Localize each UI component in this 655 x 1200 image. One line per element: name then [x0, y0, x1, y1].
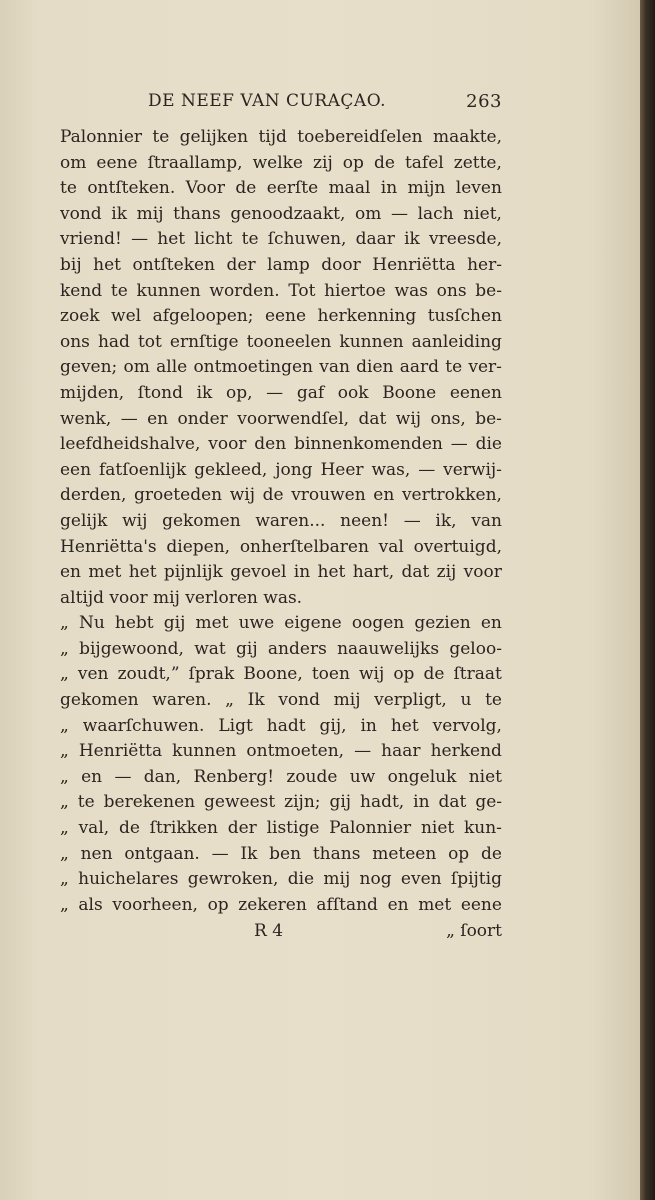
signature-mark: R 4: [254, 921, 284, 942]
word: tijd: [258, 127, 287, 147]
word: mijden,: [60, 382, 125, 403]
word: was: [394, 280, 428, 301]
text-line: [60, 637, 502, 663]
word: om: [354, 203, 382, 224]
word: ongeluk: [387, 766, 457, 787]
word: „: [60, 715, 69, 736]
word: „: [60, 818, 69, 839]
word: kunnen: [339, 331, 404, 352]
word: wij: [395, 408, 422, 429]
text-line: [60, 432, 502, 458]
word: her-: [467, 254, 502, 275]
word: met: [88, 562, 122, 583]
word: zette,: [453, 152, 502, 173]
word: zoude: [286, 766, 338, 787]
word: Palonnier: [329, 818, 412, 839]
word: zij: [436, 562, 457, 583]
text-line: [60, 765, 502, 791]
word: eerſte: [266, 178, 319, 199]
word: eene: [264, 306, 307, 327]
word: gezien: [414, 613, 471, 634]
word: met: [418, 894, 452, 915]
word: gelijk: [60, 510, 108, 531]
word: u: [460, 690, 472, 711]
word: zekeren: [238, 894, 307, 915]
word: nog: [359, 869, 392, 890]
word: mij: [136, 203, 164, 224]
word: afſtand: [316, 894, 378, 915]
word: zijn;: [284, 792, 321, 813]
word: op: [393, 664, 415, 685]
word: dien: [356, 357, 394, 378]
word: waarſchuwen.: [82, 715, 205, 736]
word: aard: [399, 357, 440, 378]
word: alle: [156, 357, 188, 378]
word: kun-: [463, 818, 502, 839]
word: en: [81, 766, 103, 787]
page-header: [60, 85, 502, 125]
word: in: [380, 178, 398, 199]
word: mij: [153, 587, 180, 608]
text-line: [60, 304, 502, 330]
word: ſtond: [137, 382, 183, 403]
text-line: [60, 586, 502, 612]
word: —: [266, 382, 284, 403]
word: hart,: [352, 562, 395, 583]
word: fatſoenlijk: [99, 459, 187, 480]
word: vrouwen: [291, 485, 366, 506]
word: wij: [122, 510, 148, 531]
word: de: [235, 178, 257, 199]
text-line: [60, 893, 502, 919]
text-line: [60, 688, 502, 714]
word: even: [400, 869, 442, 890]
word: om: [123, 357, 150, 378]
word: haar: [381, 741, 421, 762]
word: niet: [420, 818, 455, 839]
word: geweest: [204, 792, 276, 813]
text-line: [60, 662, 502, 688]
word: op: [207, 894, 229, 915]
text-line: [60, 253, 502, 279]
word: ernſtige: [169, 331, 239, 352]
word: —: [418, 459, 436, 480]
word: en: [480, 613, 502, 634]
word: als: [78, 894, 103, 915]
word: was.: [263, 587, 303, 608]
text-line: [60, 279, 502, 305]
word: Palonnier: [60, 127, 143, 147]
word: en: [373, 485, 395, 506]
word: ons,: [430, 408, 466, 429]
word: op,: [226, 382, 253, 403]
word: te: [77, 792, 95, 813]
word: voor: [208, 434, 247, 455]
text-line: [60, 509, 502, 535]
word: lamp: [267, 254, 310, 275]
word: —: [131, 229, 149, 250]
word: die: [475, 434, 502, 455]
word: wij: [229, 485, 255, 506]
word: hadt,: [360, 792, 405, 813]
word: door: [321, 254, 361, 275]
word: de: [262, 485, 284, 506]
word: nen: [80, 843, 113, 864]
word: vreesde,: [429, 229, 502, 250]
word: worden.: [209, 280, 280, 301]
word: hiertoe: [324, 280, 386, 301]
word: het: [157, 229, 186, 250]
word: niet: [468, 766, 502, 787]
text-line: [60, 483, 502, 509]
word: Boone: [382, 382, 437, 403]
word: had: [97, 331, 130, 352]
word: Boone,: [243, 664, 303, 685]
page-footer: [60, 918, 502, 944]
word: Renberg!: [193, 766, 275, 787]
word: ſtrikken: [149, 818, 218, 839]
word: verloren: [185, 587, 258, 608]
text-line: [60, 560, 502, 586]
word: thans: [173, 203, 221, 224]
word: —: [120, 408, 138, 429]
word: meteen: [372, 843, 437, 864]
text-line: [60, 714, 502, 740]
word: —: [211, 843, 229, 864]
word: „: [60, 869, 69, 890]
word: Voor: [185, 178, 225, 199]
word: „: [60, 894, 69, 915]
word: gij,: [319, 715, 347, 736]
word: ontmoeten,: [246, 741, 345, 762]
word: toebereidſelen: [297, 127, 423, 147]
word: ſtraallamp,: [147, 152, 243, 173]
word: daar: [355, 229, 395, 250]
word: ge-: [475, 792, 502, 813]
word: tusſchen: [427, 306, 502, 327]
word: be-: [475, 280, 502, 301]
word: en: [147, 408, 169, 429]
text-line: [60, 535, 502, 561]
word: uwe: [238, 613, 275, 634]
word: in: [413, 792, 430, 813]
text-line: [60, 330, 502, 356]
word: de: [373, 152, 395, 173]
word: met: [195, 613, 229, 634]
word: Ligt: [218, 715, 253, 736]
text-line: [60, 407, 502, 433]
word: kend: [60, 280, 103, 301]
word: wenk,: [60, 408, 112, 429]
text-line: [60, 611, 502, 637]
word: „: [60, 638, 69, 659]
word: verpligt,: [374, 690, 447, 711]
word: ik: [196, 382, 213, 403]
word: tafel: [404, 152, 444, 173]
word: eenen: [449, 382, 502, 403]
word: Nu: [78, 613, 105, 634]
word: „: [60, 664, 69, 685]
page-edge: [640, 0, 655, 1200]
text-block: [60, 85, 502, 944]
word: altijd: [60, 587, 104, 608]
text-line: [60, 790, 502, 816]
word: gij: [163, 613, 186, 634]
word: „: [60, 843, 69, 864]
word: Ik: [247, 690, 265, 711]
word: Henriëtta: [78, 741, 163, 762]
word: te: [152, 127, 170, 147]
word: anders: [267, 638, 327, 659]
word: eigene: [284, 613, 342, 634]
word: ontſteken: [132, 254, 216, 275]
word: licht: [194, 229, 233, 250]
word: berekenen: [103, 792, 196, 813]
word: gij: [329, 792, 352, 813]
word: „: [60, 792, 69, 813]
word: toen: [311, 664, 350, 685]
word: vriend!: [60, 229, 122, 250]
word: het: [128, 562, 157, 583]
word: tot: [137, 331, 162, 352]
word: dan,: [143, 766, 182, 787]
text-line: [60, 739, 502, 765]
word: uw: [349, 766, 376, 787]
word: voorheen,: [112, 894, 198, 915]
word: te: [60, 178, 77, 199]
word: te: [445, 357, 463, 378]
word: aanleiding: [411, 331, 502, 352]
word: zoek: [60, 306, 100, 327]
word: dat: [401, 562, 430, 583]
page-number: 263: [466, 91, 502, 112]
word: wel: [111, 306, 142, 327]
text-line: [60, 355, 502, 381]
word: groeteden: [134, 485, 223, 506]
word: de: [480, 843, 502, 864]
word: niet,: [463, 203, 502, 224]
word: vond: [60, 203, 102, 224]
word: de: [118, 818, 140, 839]
word: herkend: [430, 741, 502, 762]
text-line: [60, 151, 502, 177]
word: val: [378, 536, 404, 557]
word: gekomen: [60, 690, 139, 711]
word: voor: [463, 562, 502, 583]
word: op: [342, 152, 364, 173]
word: ik: [404, 229, 420, 250]
text-line: [60, 176, 502, 202]
word: Henriëtta: [372, 254, 456, 275]
word: der: [227, 818, 257, 839]
word: was,: [371, 459, 411, 480]
word: hebt: [114, 613, 154, 634]
word: ver-: [468, 357, 502, 378]
word: —: [403, 510, 421, 531]
word: van: [471, 510, 502, 531]
word: gij: [236, 638, 258, 659]
text-line: [60, 816, 502, 842]
word: voorwendſel,: [237, 408, 350, 429]
word: geven;: [60, 357, 118, 378]
word: listige: [266, 818, 320, 839]
word: het: [317, 562, 346, 583]
word: onder: [177, 408, 228, 429]
word: ven: [77, 664, 109, 685]
word: Ik: [240, 843, 258, 864]
word: wat: [194, 638, 226, 659]
catchword: „ ſoort: [446, 921, 502, 942]
word: vervolg,: [432, 715, 502, 736]
word: derden,: [60, 485, 127, 506]
word: gaf: [296, 382, 325, 403]
text-line: [60, 381, 502, 407]
word: te: [110, 280, 128, 301]
word: zoudt,”: [117, 664, 180, 685]
word: afgeloopen;: [152, 306, 254, 327]
word: genoodzaakt,: [230, 203, 346, 224]
word: die: [287, 869, 315, 890]
word: „: [60, 613, 69, 634]
text-line: [60, 227, 502, 253]
word: een: [60, 459, 92, 480]
word: „: [60, 741, 69, 762]
text-line: [60, 842, 502, 868]
word: gekleed,: [194, 459, 268, 480]
word: welke: [252, 152, 303, 173]
word: ontſteken.: [87, 178, 176, 199]
word: maal: [328, 178, 371, 199]
word: ook: [337, 382, 369, 403]
word: gekomen: [162, 510, 241, 531]
word: huichelares: [78, 869, 179, 890]
word: ontmoetingen: [193, 357, 313, 378]
word: ik,: [435, 510, 457, 531]
word: ben: [269, 843, 302, 864]
body-text: [60, 125, 502, 918]
word: diepen,: [166, 536, 231, 557]
text-line: [60, 458, 502, 484]
word: op: [448, 843, 470, 864]
word: mij: [333, 690, 361, 711]
word: ſprak: [188, 664, 235, 685]
word: lach: [417, 203, 454, 224]
word: het: [93, 254, 121, 275]
word: onherſtelbaren: [239, 536, 369, 557]
word: geloo-: [449, 638, 502, 659]
word: tooneelen: [246, 331, 332, 352]
word: waren.: [152, 690, 212, 711]
word: hadt: [266, 715, 306, 736]
word: wij: [358, 664, 385, 685]
word: pijnlijk: [163, 562, 223, 583]
word: mijn: [407, 178, 446, 199]
word: van: [319, 357, 350, 378]
word: —: [450, 434, 468, 455]
word: dat: [438, 792, 467, 813]
word: den: [254, 434, 287, 455]
word: Tot: [288, 280, 316, 301]
word: herkenning: [317, 306, 417, 327]
word: „: [225, 690, 234, 711]
word: en: [60, 562, 82, 583]
word: kunnen: [136, 280, 201, 301]
word: en: [387, 894, 409, 915]
word: ik: [111, 203, 128, 224]
word: het: [390, 715, 419, 736]
word: gelijken: [179, 127, 249, 147]
word: kunnen: [172, 741, 237, 762]
word: in: [360, 715, 377, 736]
word: eene: [460, 894, 502, 915]
word: verwij-: [443, 459, 502, 480]
word: leefdheidshalve,: [60, 434, 201, 455]
word: bij: [60, 254, 82, 275]
word: Henriëtta's: [60, 536, 157, 557]
word: gewroken,: [187, 869, 279, 890]
word: de: [423, 664, 445, 685]
word: ſchuwen,: [267, 229, 347, 250]
word: te: [485, 690, 502, 711]
word: waren...: [255, 510, 326, 531]
word: te: [241, 229, 259, 250]
word: overtuigd,: [413, 536, 502, 557]
word: —: [114, 766, 132, 787]
word: maakte,: [433, 127, 502, 147]
word: gevoel: [230, 562, 287, 583]
word: Heer: [320, 459, 364, 480]
word: eene: [96, 152, 138, 173]
word: „: [60, 766, 69, 787]
word: mij: [323, 869, 351, 890]
word: zij: [313, 152, 333, 173]
word: neen!: [340, 510, 389, 531]
word: vond: [278, 690, 320, 711]
word: val,: [78, 818, 110, 839]
text-line: [60, 202, 502, 228]
word: ontgaan.: [124, 843, 200, 864]
word: leven: [455, 178, 502, 199]
word: be-: [475, 408, 502, 429]
word: —: [390, 203, 408, 224]
word: jong: [275, 459, 313, 480]
running-head: DE NEEF VAN CURAÇAO.: [148, 91, 387, 111]
word: bijgewoond,: [79, 638, 184, 659]
word: —: [354, 741, 372, 762]
word: ſtraat: [453, 664, 502, 685]
text-line: [60, 867, 502, 893]
word: voor: [109, 587, 148, 608]
word: thans: [312, 843, 361, 864]
word: der: [226, 254, 256, 275]
word: vertrokken,: [401, 485, 502, 506]
word: ons: [60, 331, 90, 352]
word: dat: [358, 408, 387, 429]
word: om: [60, 152, 87, 173]
word: in: [293, 562, 311, 583]
word: oogen: [351, 613, 405, 634]
text-line: [60, 125, 502, 151]
word: ons: [436, 280, 467, 301]
word: ſpijtig: [450, 869, 502, 890]
word: naauwelijks: [337, 638, 440, 659]
word: binnenkomenden: [294, 434, 443, 455]
